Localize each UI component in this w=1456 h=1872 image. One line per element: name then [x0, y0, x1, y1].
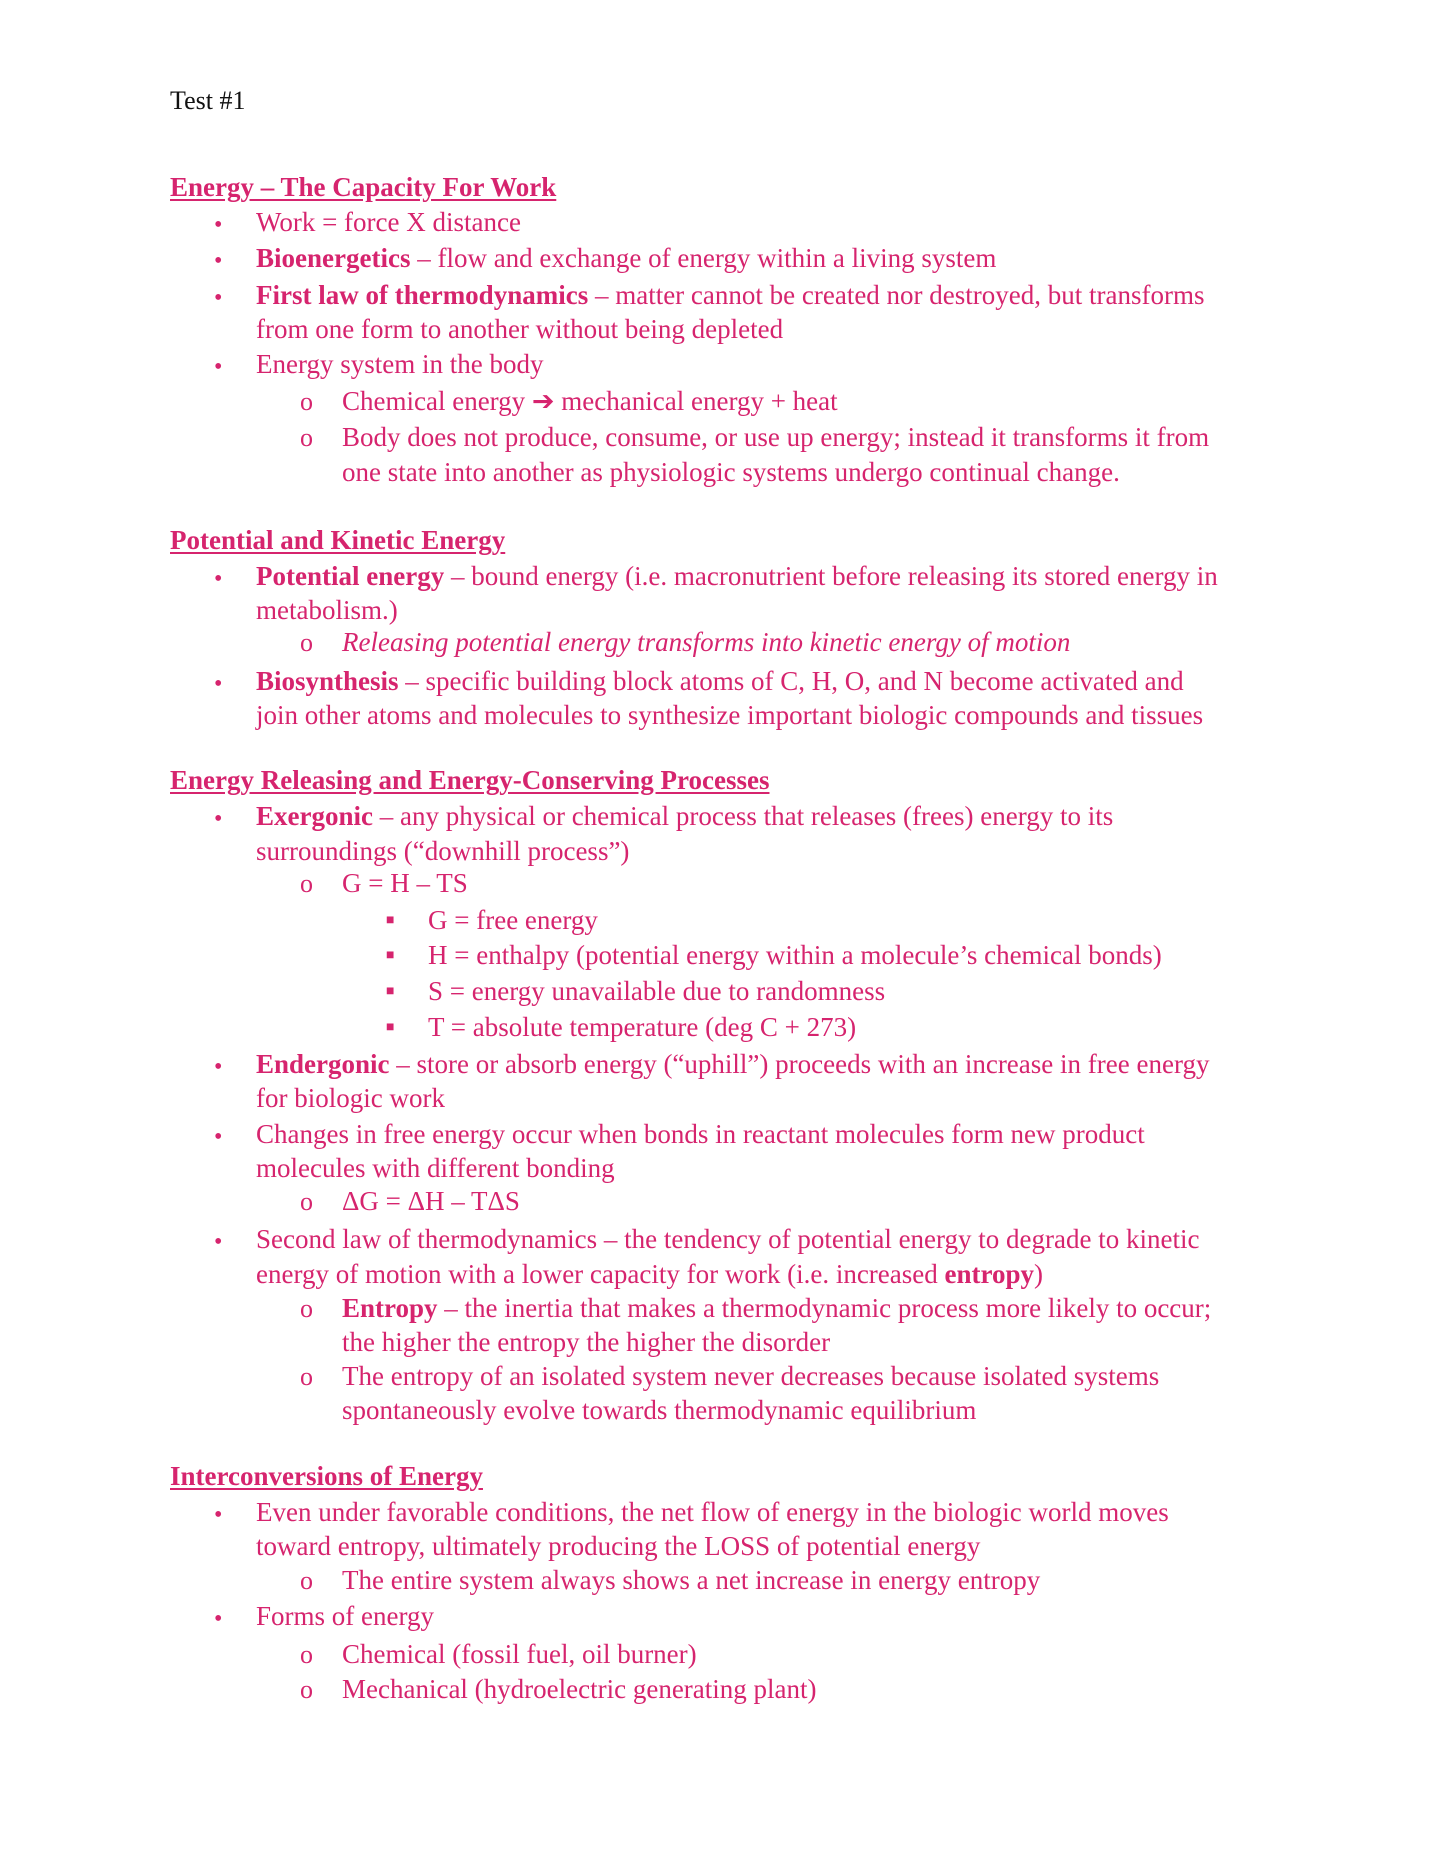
section-heading-potential-kinetic: Potential and Kinetic Energy — [170, 525, 506, 555]
bullet-marker: • — [214, 354, 223, 380]
term: Exergonic — [256, 801, 373, 831]
definition: – bound energy (i.e. macronutrient before releasing its stored energy in — [444, 561, 1218, 591]
bullet-marker: • — [214, 212, 223, 238]
bullet-continuation: join other atoms and molecules to synthesize important biologic compounds and tissues — [256, 700, 1204, 730]
sub-bullet-marker: o — [300, 1187, 313, 1216]
sub-bullet-continuation: one state into another as physiologic systems undergo continual change. — [342, 457, 1120, 487]
term: Endergonic — [256, 1049, 390, 1079]
bullet-text: Changes in free energy occur when bonds in reactant molecules form new product — [256, 1119, 1145, 1149]
sub-bullet-marker: o — [300, 628, 313, 657]
bullet-marker: • — [214, 671, 223, 697]
bullet-marker: • — [214, 1606, 223, 1632]
sub-bullet-marker: o — [300, 1362, 313, 1391]
bullet-marker: • — [214, 806, 223, 832]
term: Biosynthesis — [256, 666, 399, 696]
bullet-text — [256, 799, 1113, 833]
sub-bullet-text: Mechanical (hydroelectric generating plant) — [342, 1674, 817, 1704]
bullet-marker: • — [214, 1124, 223, 1150]
sub-bullet-marker: o — [300, 1640, 313, 1669]
square-bullet-marker: ■ — [386, 984, 395, 999]
bullet-continuation — [256, 1257, 1043, 1291]
sub-bullet-marker: o — [300, 387, 313, 416]
definition: – store or absorb energy (“uphill”) proceeds with an increase in free energy — [389, 1049, 1210, 1079]
square-bullet-marker: ■ — [386, 913, 395, 928]
tertiary-bullet-text: G = free energy — [428, 905, 598, 935]
tertiary-bullet-text: S = energy unavailable due to randomness — [428, 976, 886, 1006]
bullet-text: Work = force X distance — [256, 207, 521, 237]
term: Bioenergetics — [256, 243, 411, 273]
bullet-marker: • — [214, 285, 223, 311]
bullet-marker: • — [214, 566, 223, 592]
bullet-marker: • — [214, 1054, 223, 1080]
sub-bullet-text — [342, 1291, 1211, 1325]
square-bullet-marker: ■ — [386, 1020, 395, 1035]
sub-bullet-text: The entropy of an isolated system never decreases because isolated systems — [342, 1361, 1160, 1391]
bullet-text: Even under favorable conditions, the net flow of energy in the biologic world moves — [256, 1497, 1169, 1527]
bullet-text — [256, 559, 1218, 593]
bullet-continuation: from one form to another without being depleted — [256, 314, 784, 344]
definition: – flow and exchange of energy within a living system — [410, 243, 997, 273]
sub-bullet-marker: o — [300, 1675, 313, 1704]
square-bullet-marker: ■ — [386, 948, 395, 963]
term: First law of thermodynamics — [256, 280, 589, 310]
tertiary-bullet-text: H = enthalpy (potential energy within a molecule’s chemical bonds) — [428, 940, 1162, 970]
sub-bullet-continuation: the higher the entropy the higher the disorder — [342, 1327, 831, 1357]
bullet-text — [256, 1047, 1209, 1081]
sub-bullet-marker: o — [300, 869, 313, 898]
bullet-marker: • — [214, 1229, 223, 1255]
bullet-text — [256, 278, 1204, 312]
sub-bullet-text: Releasing potential energy transforms into kinetic energy of motion — [342, 627, 1071, 657]
term: entropy — [944, 1259, 1035, 1289]
bullet-text: Second law of thermodynamics – the tendency of potential energy to degrade to kinetic — [256, 1224, 1200, 1254]
term: Entropy — [342, 1293, 438, 1323]
bullet-continuation: for biologic work — [256, 1083, 445, 1113]
bullet-text: Forms of energy — [256, 1601, 434, 1631]
section-heading-releasing-conserving: Energy Releasing and Energy-Conserving Processes — [170, 765, 770, 795]
bullet-text — [256, 241, 996, 275]
section-heading-energy: Energy – The Capacity For Work — [170, 172, 557, 202]
definition: – specific building block atoms of C, H, O, and N become activated and — [398, 666, 1184, 696]
sub-bullet-text: Body does not produce, consume, or use up energy; instead it transforms it from — [342, 422, 1210, 452]
term: Potential energy — [256, 561, 445, 591]
sub-bullet-text: Chemical energy ➔ mechanical energy + heat — [342, 386, 838, 416]
bullet-marker: • — [214, 1502, 223, 1528]
sub-bullet-marker: o — [300, 1566, 313, 1595]
sub-bullet-marker: o — [300, 423, 313, 452]
document-title: Test #1 — [170, 86, 246, 115]
section-heading-interconversions: Interconversions of Energy — [170, 1461, 483, 1491]
bullet-continuation: toward entropy, ultimately producing the LOSS of potential energy — [256, 1531, 981, 1561]
bullet-text: Energy system in the body — [256, 349, 544, 379]
bullet-continuation: metabolism.) — [256, 595, 398, 625]
sub-bullet-marker: o — [300, 1294, 313, 1323]
sub-bullet-text: Chemical (fossil fuel, oil burner) — [342, 1639, 697, 1669]
tertiary-bullet-text: T = absolute temperature (deg C + 273) — [428, 1012, 857, 1042]
definition: – any physical or chemical process that releases (frees) energy to its — [372, 801, 1114, 831]
sub-bullet-text: The entire system always shows a net increase in energy entropy — [342, 1565, 1041, 1595]
bullet-marker: • — [214, 248, 223, 274]
definition: – matter cannot be created nor destroyed, but transforms — [588, 280, 1205, 310]
definition: – the inertia that makes a thermodynamic process more likely to occur; — [437, 1293, 1212, 1323]
continuation-text: energy of motion with a lower capacity for work (i.e. increased — [256, 1259, 945, 1289]
bullet-text — [256, 664, 1184, 698]
sub-bullet-continuation: spontaneously evolve towards thermodynamic equilibrium — [342, 1395, 977, 1425]
bullet-continuation: molecules with different bonding — [256, 1153, 615, 1183]
closing-paren: ) — [1034, 1259, 1044, 1289]
bullet-continuation: surroundings (“downhill process”) — [256, 836, 630, 866]
sub-bullet-text: ΔG = ΔH – TΔS — [342, 1186, 520, 1216]
sub-bullet-text: G = H – TS — [342, 868, 468, 898]
